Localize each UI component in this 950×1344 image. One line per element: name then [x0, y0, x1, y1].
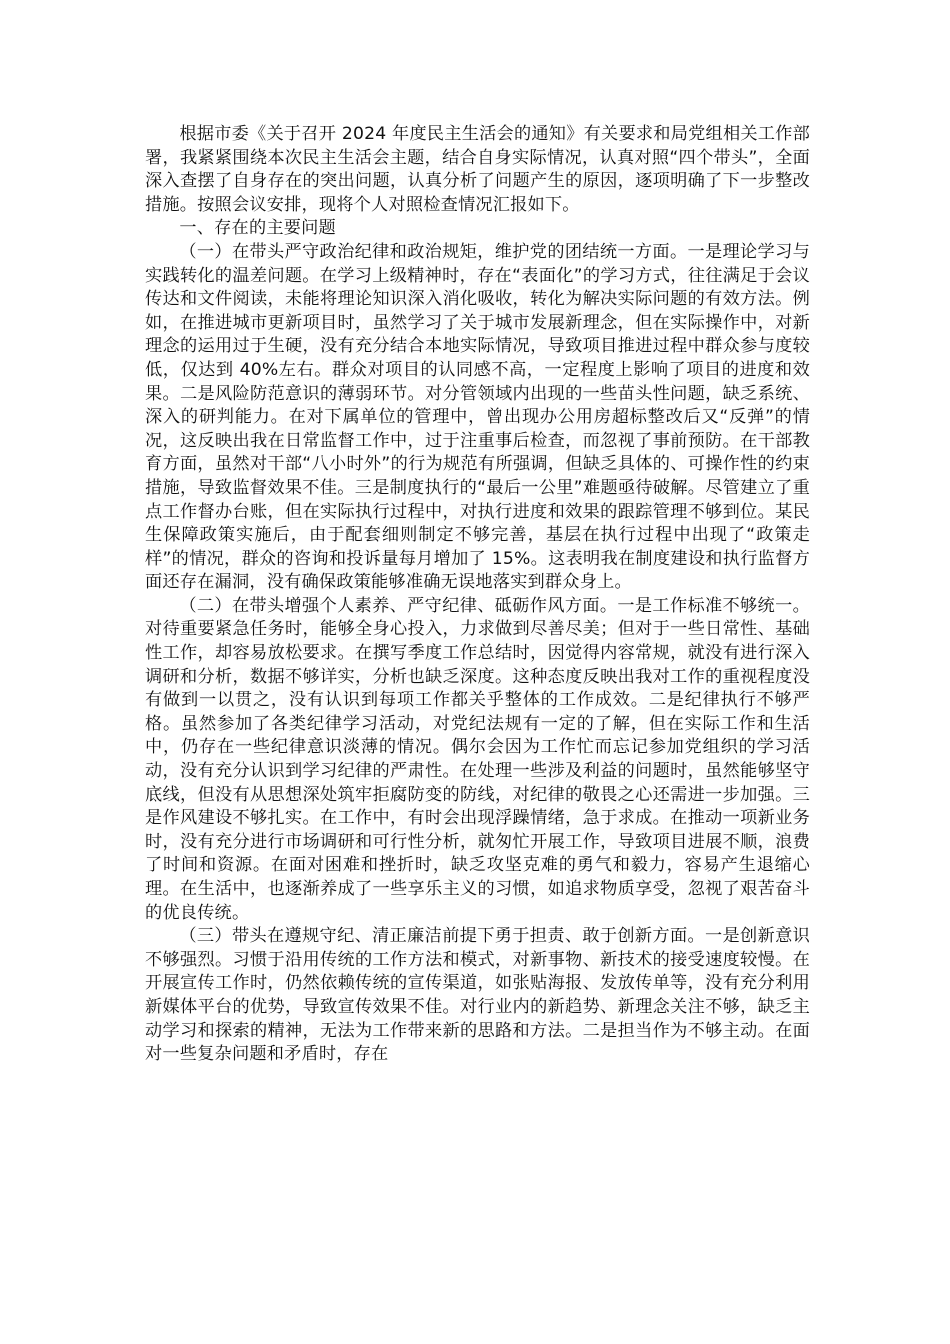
paragraph-innovation-responsibility: （三）带头在遵规守纪、清正廉洁前提下勇于担责、敢于创新方面。一是创新意识不够强烈。习惯于沿用传统的工作方法和模式，对新事物、新技术的接受速度较慢。在开展宣传工作时，仍然依赖传统的宣传渠道，如张贴海报、发放传单等，没有充分利用新媒体平台的优势，导致宣传效果不佳。对行业内的新趋势、新理念关注不够，缺乏主动学习和探索的精神，无法为工作带来新的思路和方法。二是担当作为不够主动。在面对一些复杂问题和矛盾时，存在: [145, 926, 810, 1065]
intro-paragraph: 根据市委《关于召开 2024 年度民主生活会的通知》有关要求和局党组相关工作部署，我紧紧围绕本次民主生活会主题，结合自身实际情况，认真对照“四个带头”，全面深入查摆了自身存在的突出问题，认真分析了问题产生的原因，逐项明确了下一步整改措施。按照会议安排，现将个人对照检查情况汇报如下。: [145, 124, 810, 215]
paragraph-personal-conduct: （二）在带头增强个人素养、严守纪律、砥砺作风方面。一是工作标准不够统一。对待重要紧急任务时，能够全身心投入，力求做到尽善尽美；但对于一些日常性、基础性工作，却容易放松要求。在撰写季度工作总结时，因觉得内容常规，就没有进行深入调研和分析，数据不够详实，分析也缺乏深度。这种态度反映出我对工作的重视程度没有做到一以贯之，没有认识到每项工作都关乎整体的工作成效。二是纪律执行不够严格。虽然参加了各类纪律学习活动，对党纪法规有一定的了解，但在实际工作和生活中，仍存在一些纪律意识淡薄的情况。偶尔会因为工作忙而忘记参加党组织的学习活动，没有充分认识到学习纪律的严肃性。在处理一些涉及利益的问题时，虽然能够坚守底线，但没有从思想深处筑牢拒腐防变的防线，对纪律的敬畏之心还需进一步加强。三是作风建设不够扎实。在工作中，有时会出现浮躁情绪，急于求成。在推动一项新业务时，没有充分进行市场调研和可行性分析，就匆忙开展工作，导致项目进展不顺，浪费了时间和资源。在面对困难和挫折时，缺乏攻坚克难的勇气和毅力，容易产生退缩心理。在生活中，也逐渐养成了一些享乐主义的习惯，如追求物质享受，忽视了艰苦奋斗的优良传统。: [145, 595, 810, 923]
paragraph-political-discipline: （一）在带头严守政治纪律和政治规矩，维护党的团结统一方面。一是理论学习与实践转化的温差问题。在学习上级精神时，存在“表面化”的学习方式，往往满足于会议传达和文件阅读，未能将理论知识深入消化吸收，转化为解决实际问题的有效方法。例如，在推进城市更新项目时，虽然学习了关于城市发展新理念，但在实际操作中，对新理念的运用过于生硬，没有充分结合本地实际情况，导致项目推进过程中群众参与度较低，仅达到 40%左右。群众对项目的认同感不高，一定程度上影响了项目的进度和效果。二是风险防范意识的薄弱环节。对分管领域内出现的一些苗头性问题，缺乏系统、深入的研判能力。在对下属单位的管理中，曾出现办公用房超标整改后又“反弹”的情况，这反映出我在日常监督工作中，过于注重事后检查，而忽视了事前预防。在干部教育方面，虽然对干部“八小时外”的行为规范有所强调，但缺乏具体的、可操作性的约束措施，导致监督效果不佳。三是制度执行的“最后一公里”难题亟待破解。尽管建立了重点工作督办台账，但在实际执行过程中，对执行进度和效果的跟踪管理不够到位。某民生保障政策实施后，由于配套细则制定不够完善，基层在执行过程中出现了“政策走样”的情况，群众的咨询和投诉量每月增加了 15%。这表明我在制度建设和执行监督方面还存在漏洞，没有确保政策能够准确无误地落实到群众身上。: [145, 241, 810, 593]
section-heading: 一、存在的主要问题: [179, 218, 336, 239]
document-page: [145, 123, 810, 1067]
